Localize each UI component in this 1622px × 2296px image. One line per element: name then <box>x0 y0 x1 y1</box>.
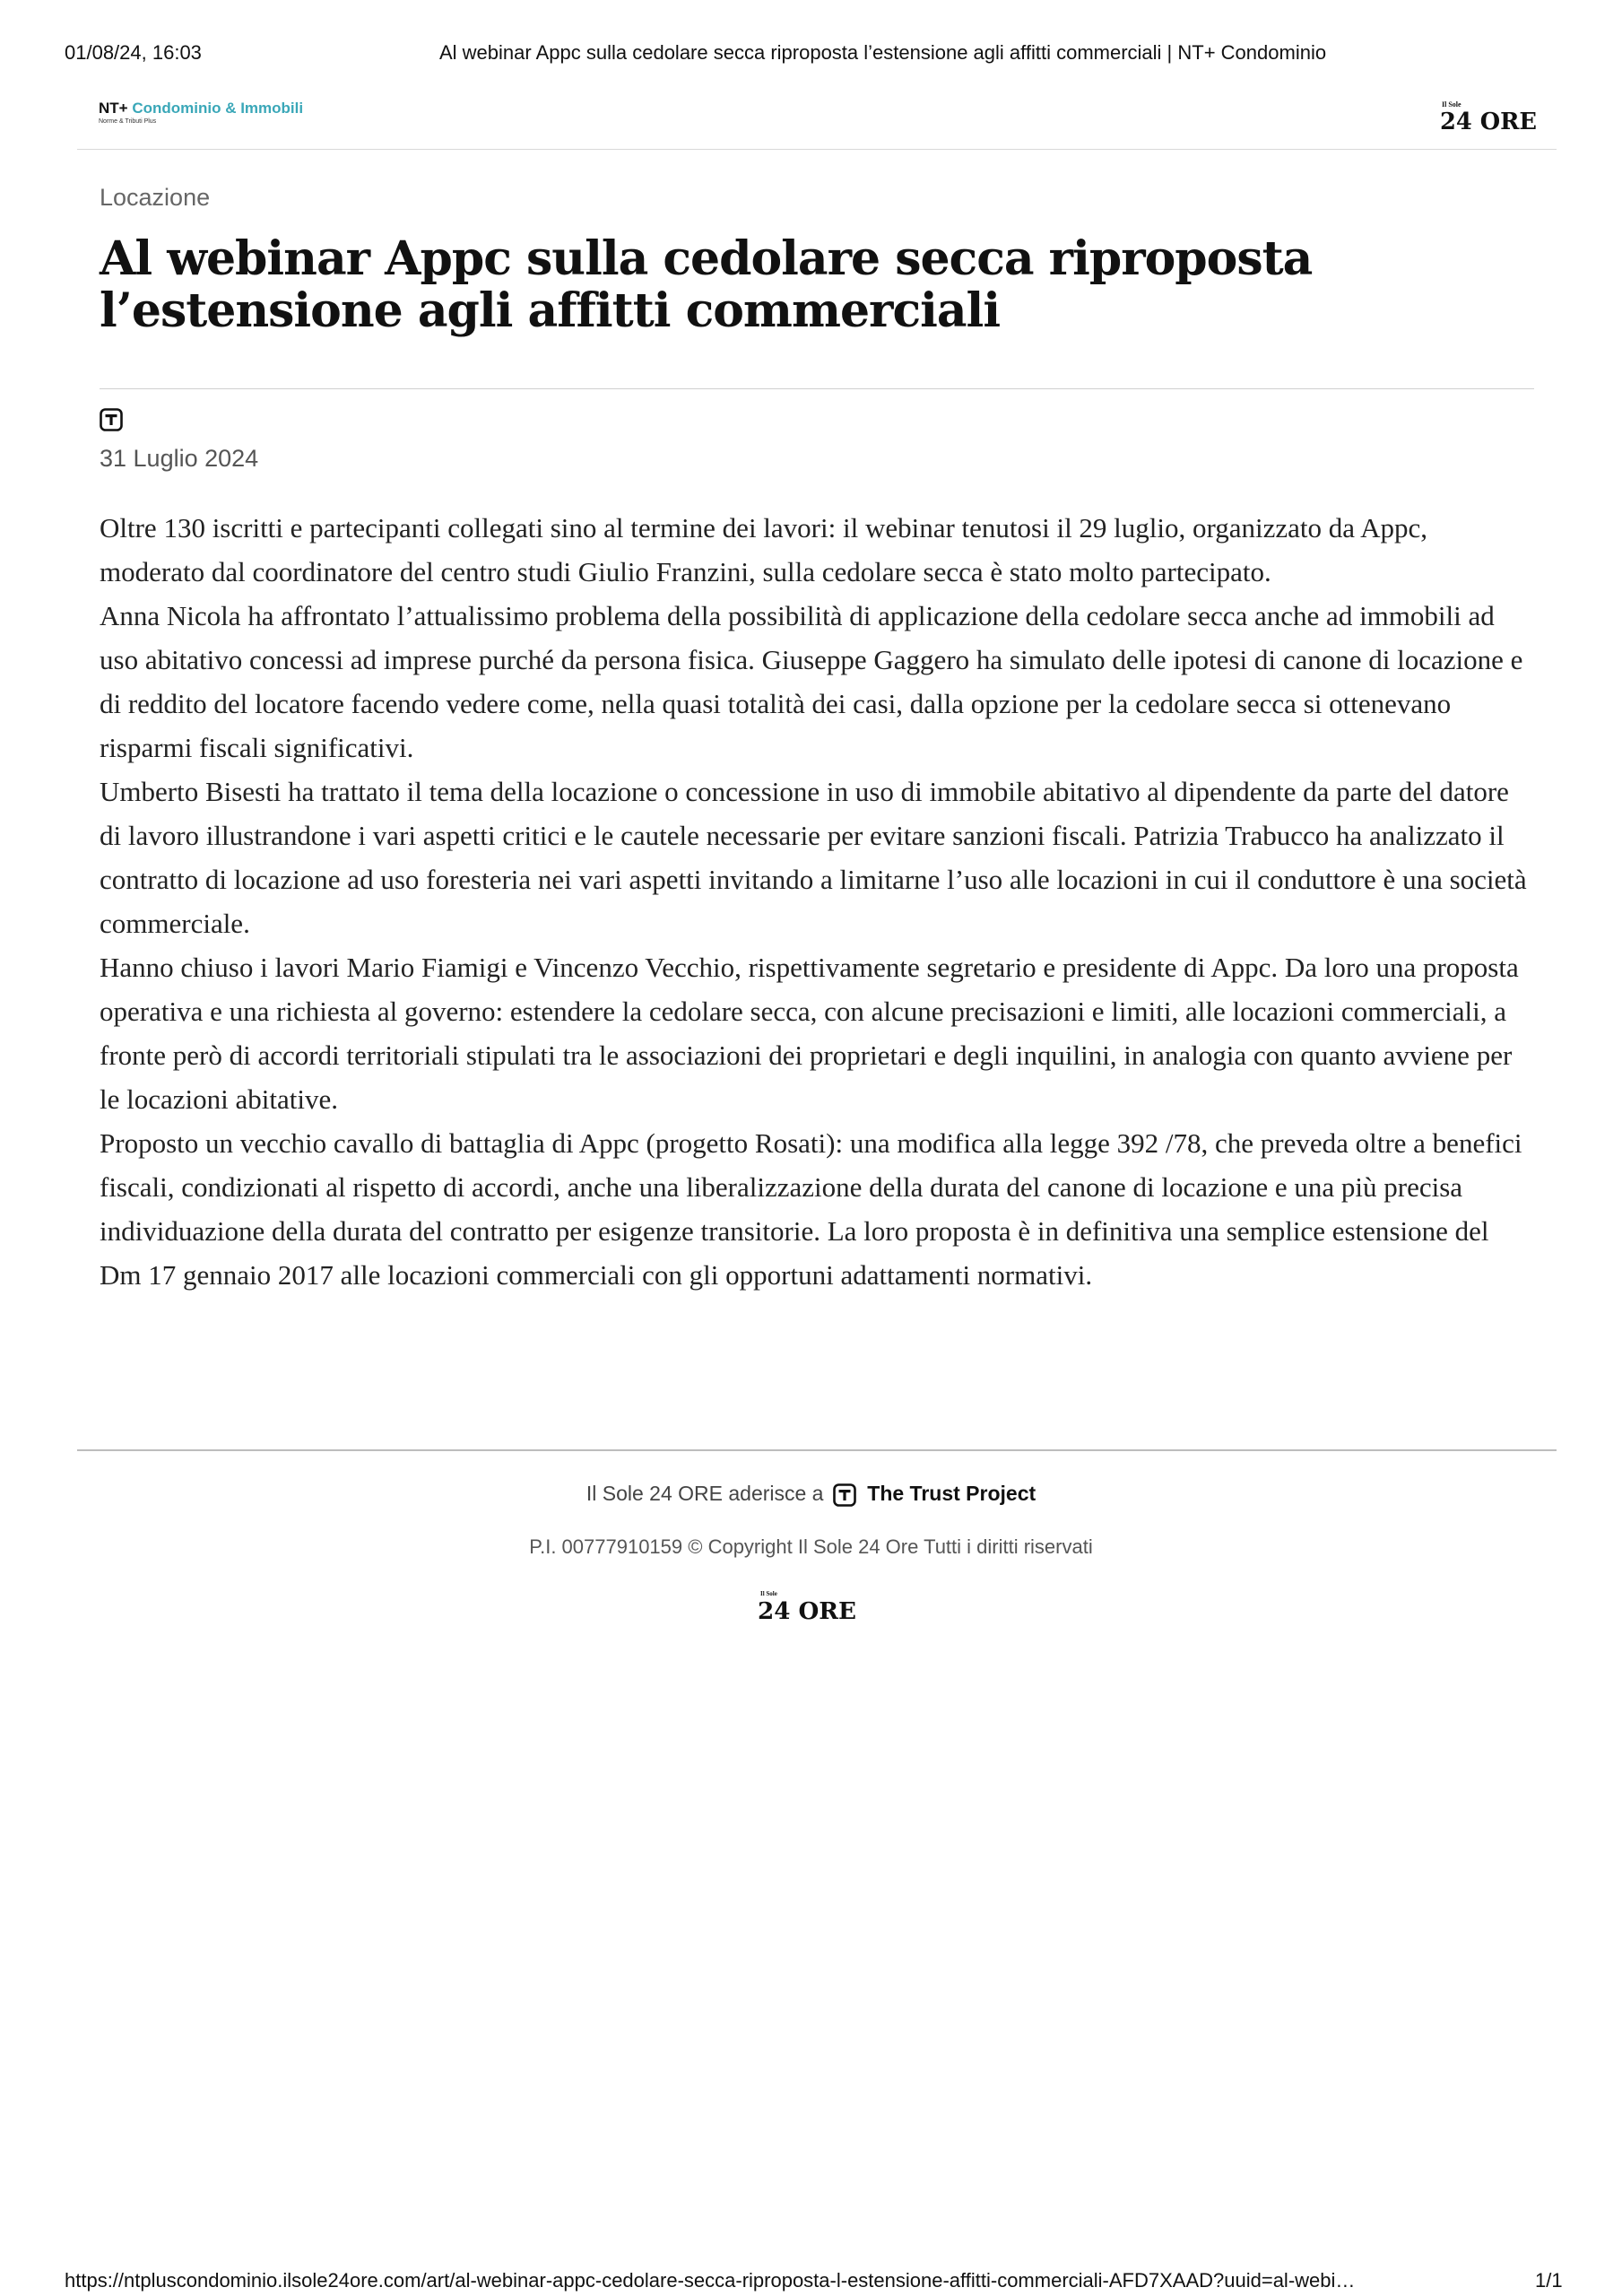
trust-prefix: Il Sole 24 ORE aderisce a <box>585 1482 824 1505</box>
article-paragraph: Hanno chiuso i lavori Mario Fiamigi e Vincenzo Vecchio, rispettivamente segretario e presidente di Appc. Da loro una proposta operativa e una richiesta al governo: estendere la cedolare secca, con alcune precisazioni e limiti, alle locazioni commerciali, a fronte però di accordi territoriali stipulati tra le associazioni dei proprietari e degli inquilini, in analogia con quanto avviene per le locazioni abitative. <box>100 952 1519 1115</box>
article-paragraph: Proposto un vecchio cavallo di battaglia di Appc (progetto Rosati): una modifica alla legge 392 /78, che preveda oltre a benefici fiscali, condizionati al rispetto di accordi, anche una liberalizzazione della durata del canone di locazione e una più precisa individuazione della durata del contratto per esigenze transitorie. La loro proposta è in definitiva una semplice estensione del Dm 17 gennaio 2017 alle locazioni commerciali con gli opportuni adattamenti normativi. <box>100 1127 1522 1291</box>
trust-project-icon[interactable] <box>100 408 123 431</box>
print-page-number: 1/1 <box>1535 2269 1563 2292</box>
print-datetime: 01/08/24, 16:03 <box>65 41 202 64</box>
article-paragraph: Umberto Bisesti ha trattato il tema della locazione o concessione in uso di immobile abitativo al dipendente da parte del datore di lavoro illustrandone i vari aspetti critici e le cautele necessarie per evitare sanzioni fiscali. Patrizia Trabucco ha analizzato il contratto di locazione ad uso foresteria nei vari aspetti invitando a limitarne l’uso alle locazioni in cui il conduttore è una società commerciale. <box>100 776 1527 939</box>
footer-logo-big-text: 24 ORE <box>758 1598 856 1623</box>
article-paragraph: Anna Nicola ha affrontato l’attualissimo problema della possibilità di applicazione della cedolare secca anche ad immobili ad uso abitativo concessi ad imprese purché da persona fisica. Giuseppe Gaggero ha simulato delle ipotesi di canone di locazione e di reddito del locatore facendo vedere come, nella quasi totalità dei casi, dalla opzione per la cedolare secca si ottenevano risparmi fiscali significativi. <box>100 600 1523 763</box>
footer-logo-small-text: Il Sole <box>760 1590 777 1597</box>
article-header <box>100 184 1534 337</box>
article-body <box>100 506 1534 1297</box>
brand-sub: Norme & Tributi Plus <box>99 118 157 125</box>
article-paragraph: Oltre 130 iscritti e partecipanti collegati sino al termine dei lavori: il webinar tenutosi il 29 luglio, organizzato da Appc, moderato dal coordinatore del centro studi Giulio Franzini, sulla cedolare secca è stato molto partecipato. <box>100 512 1427 587</box>
trust-project-icon <box>833 1483 856 1507</box>
article-date: 31 Luglio 2024 <box>100 445 259 472</box>
print-url: https://ntpluscondominio.ilsole24ore.com/art/al-webinar-appc-cedolare-secca-riproposta-l-estensione-affitti-commerciali-AFD7XAAD?uuid=al-webi… <box>65 2269 1356 2292</box>
print-title: Al webinar Appc sulla cedolare secca riproposta l’estensione agli affitti commerciali | NT+ Condominio <box>439 41 1327 64</box>
trust-project-link[interactable]: The Trust Project <box>867 1482 1037 1505</box>
article-headline: Al webinar Appc sulla cedolare secca riproposta l’estensione agli affitti commerciali <box>100 231 1313 338</box>
logo-big-text: 24 ORE <box>1440 109 1537 133</box>
article-kicker[interactable]: Locazione <box>100 184 211 211</box>
brand-nt: NT+ <box>99 100 128 117</box>
site-header <box>77 90 1557 150</box>
brand-name: Condominio & Immobili <box>132 100 304 117</box>
logo-small-text: Il Sole <box>1442 100 1462 109</box>
sole24ore-footer-logo[interactable] <box>758 1587 858 1623</box>
trust-project-line <box>0 1482 1622 1507</box>
sole24ore-logo[interactable] <box>1440 99 1539 133</box>
headline-divider <box>100 388 1534 389</box>
footer-divider <box>77 1449 1557 1451</box>
site-brand-logo[interactable] <box>99 102 303 128</box>
copyright-text: P.I. 00777910159 © Copyright Il Sole 24 Ore Tutti i diritti riservati <box>529 1535 1093 1558</box>
